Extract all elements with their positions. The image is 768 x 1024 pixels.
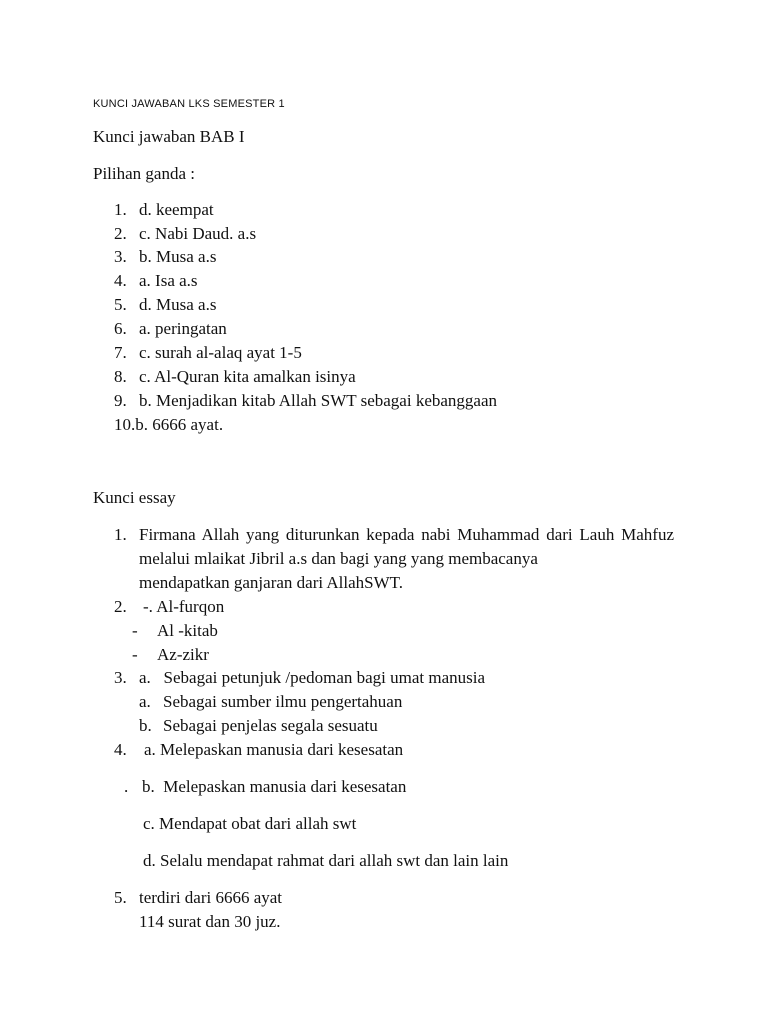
- item-number: 7.: [114, 343, 127, 362]
- item-number: 2.: [114, 224, 127, 243]
- item-number: 8.: [114, 367, 127, 386]
- essay-answer-5-line2: 114 surat dan 30 juz.: [139, 912, 281, 931]
- document-header: KUNCI JAWABAN LKS SEMESTER 1: [93, 98, 285, 110]
- sub-letter: b.: [139, 716, 152, 735]
- item-number: 10.: [114, 415, 136, 434]
- item-text: a. Isa a.s: [139, 271, 198, 290]
- essay-answer-4-a: a. Melepaskan manusia dari kesesatan: [144, 740, 404, 759]
- essay-answer-4-d: d. Selalu mendapat rahmat dari allah swt dan lain lain: [143, 851, 509, 870]
- item-text: c. Nabi Daud. a.s: [139, 224, 257, 243]
- sub-text: Sebagai penjelas segala sesuatu: [163, 716, 378, 735]
- essay-answer-1: [139, 523, 674, 595]
- item-number: 4.: [114, 271, 127, 290]
- item-number: 4.: [114, 740, 127, 759]
- item-text: b. Menjadikan kitab Allah SWT sebagai kebanggaan: [139, 391, 498, 410]
- essay-answer-4-b: b. Melepaskan manusia dari kesesatan: [142, 777, 407, 796]
- essay-heading: Kunci essay: [93, 488, 176, 507]
- item-number: 1.: [114, 525, 127, 544]
- item-text: d. Musa a.s: [139, 295, 217, 314]
- item-text: d. keempat: [139, 200, 214, 219]
- item-number: 2.: [114, 597, 127, 616]
- item-number: 5.: [114, 888, 127, 907]
- essay-answer-5-line1: terdiri dari 6666 ayat: [139, 888, 283, 907]
- item-text: c. surah al-alaq ayat 1-5: [139, 343, 302, 362]
- item-text: b. Musa a.s: [139, 247, 217, 266]
- list-item: [114, 413, 223, 437]
- essay-answer-1-text: Firmana Allah yang diturunkan kepada nabi Muhammad dari Lauh Mahfuz melalui mlaikat Jibril a.s dan bagi yang yang membacanya: [139, 525, 674, 568]
- sub-text: Az-zikr: [157, 645, 209, 664]
- item-text: b. 6666 ayat.: [135, 415, 224, 434]
- essay-answer-4-c: c. Mendapat obat dari allah swt: [143, 814, 357, 833]
- item-number: 3.: [114, 247, 127, 266]
- stray-dot: .: [124, 777, 129, 796]
- item-number: 5.: [114, 295, 127, 314]
- essay-answer-2-first: -. Al-furqon: [143, 597, 225, 616]
- item-text: c. Al-Quran kita amalkan isinya: [139, 367, 356, 386]
- section-title: Kunci jawaban BAB I: [93, 127, 245, 146]
- item-text: a. peringatan: [139, 319, 227, 338]
- essay-answer-1-last-line: mendapatkan ganjaran dari AllahSWT.: [139, 573, 404, 592]
- sub-text: Al -kitab: [157, 621, 218, 640]
- item-number: 9.: [114, 391, 127, 410]
- sub-text: Sebagai sumber ilmu pengertahuan: [163, 692, 403, 711]
- sub-dash: -: [132, 621, 138, 640]
- item-number: 6.: [114, 319, 127, 338]
- multiple-choice-heading: Pilihan ganda :: [93, 164, 195, 183]
- sub-letter: a.: [139, 692, 151, 711]
- item-number: 1.: [114, 200, 127, 219]
- essay-answer-3-first: a. Sebagai petunjuk /pedoman bagi umat manusia: [139, 668, 486, 687]
- sub-dash: -: [132, 645, 138, 664]
- item-number: 3.: [114, 668, 127, 687]
